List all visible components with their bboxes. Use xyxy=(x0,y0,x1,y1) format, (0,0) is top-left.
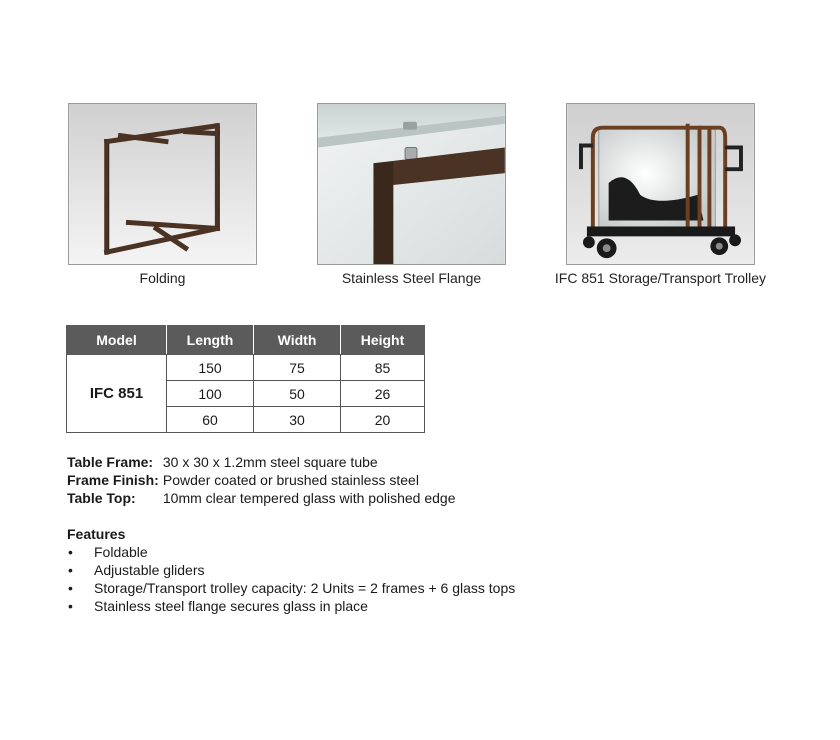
dimensions-table xyxy=(66,325,425,433)
feature-text: Storage/Transport trolley capacity: 2 Units = 2 frames + 6 glass tops xyxy=(94,580,516,596)
model-cell: IFC 851 xyxy=(67,355,167,433)
length-cell: 60 xyxy=(167,407,254,433)
list-item xyxy=(67,543,515,561)
header-model: Model xyxy=(67,326,167,355)
spec-value: 10mm clear tempered glass with polished edge xyxy=(162,490,456,506)
bullet-icon: • xyxy=(68,580,73,596)
spec-row-top xyxy=(67,489,456,507)
spec-label: Frame Finish: xyxy=(67,472,159,488)
folding-frame-icon xyxy=(69,104,256,264)
transport-trolley-photo xyxy=(566,103,755,265)
transport-trolley-icon xyxy=(567,104,754,264)
width-cell: 50 xyxy=(254,381,341,407)
steel-flange-icon xyxy=(318,104,505,264)
spec-value: Powder coated or brushed stainless steel xyxy=(162,472,419,488)
spec-label: Table Frame: xyxy=(67,454,154,470)
list-item xyxy=(67,597,515,615)
spec-label: Table Top: xyxy=(67,490,136,506)
header-length: Length xyxy=(167,326,254,355)
width-cell: 75 xyxy=(254,355,341,381)
list-item xyxy=(67,561,515,579)
spec-row-finish xyxy=(67,471,456,489)
length-cell: 150 xyxy=(167,355,254,381)
spec-value: 30 x 30 x 1.2mm steel square tube xyxy=(162,454,378,470)
header-width: Width xyxy=(254,326,341,355)
feature-text: Stainless steel flange secures glass in place xyxy=(94,598,368,614)
folding-frame-photo xyxy=(68,103,257,265)
steel-flange-photo xyxy=(317,103,506,265)
table-row xyxy=(67,355,425,381)
feature-text: Foldable xyxy=(94,544,148,560)
features-list xyxy=(67,543,515,615)
header-height: Height xyxy=(341,326,425,355)
folding-caption: Folding xyxy=(139,270,186,286)
list-item xyxy=(67,579,515,597)
height-cell: 85 xyxy=(341,355,425,381)
spec-row-frame xyxy=(67,453,456,471)
flange-caption: Stainless Steel Flange xyxy=(341,270,482,286)
bullet-icon: • xyxy=(68,544,73,560)
height-cell: 26 xyxy=(341,381,425,407)
trolley-caption: IFC 851 Storage/Transport Trolley xyxy=(554,270,767,286)
feature-text: Adjustable gliders xyxy=(94,562,205,578)
bullet-icon: • xyxy=(68,598,73,614)
features-title: Features xyxy=(67,526,126,542)
width-cell: 30 xyxy=(254,407,341,433)
table-header-row xyxy=(67,326,425,355)
spec-list xyxy=(67,453,456,507)
height-cell: 20 xyxy=(341,407,425,433)
features-section xyxy=(67,525,515,615)
bullet-icon: • xyxy=(68,562,73,578)
length-cell: 100 xyxy=(167,381,254,407)
